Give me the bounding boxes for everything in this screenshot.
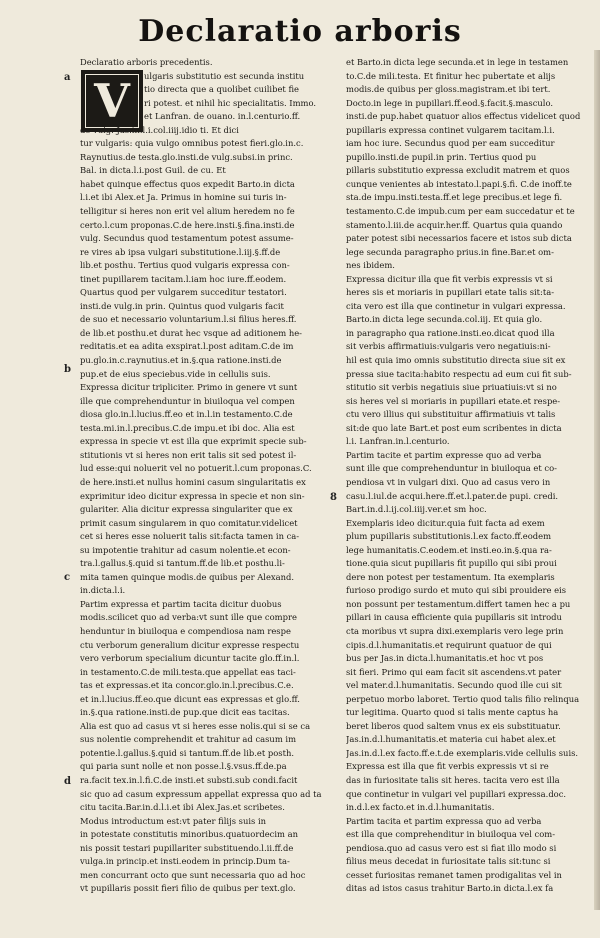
text-line: Jas.in.d.l.humanitatis.et materia cui habet alex.et <box>346 734 556 745</box>
text-line: cet si heres esse noluerit talis sit:facta tamen in ca- <box>80 531 300 542</box>
text-line: men concurrant octo que sunt necessaria quo ad hoc <box>80 869 306 880</box>
text-line: re vires ab ipsa vulgari substitutione.l.iij.§.ff.de <box>80 246 281 257</box>
text-line: Bal. in dicta.l.i.post Guil. de cu. Et <box>80 165 226 176</box>
text-line: pillari in causa efficiente quia pupillaris sit introdu <box>346 612 562 623</box>
text-line: Modus introductum est:vt pater filijs suis in <box>80 815 267 826</box>
text-line: iam hoc iure. Secundus quod per eam succeditur <box>346 138 555 149</box>
text-line: das in furiositate talis sit heres. tacita vero est illa <box>346 774 560 785</box>
text-line: sit:de quo late Bart.et post eum scribentes in dicta <box>346 422 562 433</box>
text-line: Expressa est illa que fit verbis expressis vt si re <box>346 761 549 772</box>
text-line: furioso prodigo surdo et muto qui sibi prouidere eis <box>346 585 567 596</box>
text-line: vulga.in princip.et insti.eodem in princip.Dum ta- <box>80 856 290 867</box>
text-line: pater potest sibi necessarios facere et istos sub dicta <box>346 233 572 244</box>
text-line: plum pupillaris substitutionis.l.ex facto.ff.eodem <box>346 531 552 542</box>
page-edge-shadow <box>594 50 600 910</box>
text-line: filius meus decedat in furiositate talis sit:tunc si <box>346 856 551 867</box>
text-line: de vulg. Jas.in.l.i.col.iiij.idio ti. Et dici <box>80 124 239 135</box>
text-line: to.C.de mili.testa. Et finitur hec pubertate et alijs <box>346 70 556 81</box>
text-line: in testamento.C.de mili.testa.que appellat eas taci- <box>80 666 296 677</box>
text-line: testa.mi.in.l.precibus.C.de impu.et ibi doc. Alia est <box>80 422 295 433</box>
text-line: l.i.et ibi Alex.et Ja. Primus in homine sui turis in- <box>80 192 287 203</box>
text-line: insti.de vulg.in prin. Quintus quod vulgaris facit <box>80 300 284 311</box>
text-line: sit verbis affirmatiuis:vulgaris vero negatiuis:ni- <box>346 341 551 352</box>
text-line: hil est quia imo omnis substitutio directa siue sit ex <box>346 355 566 366</box>
text-line: Partim expressa et partim tacita dicitur duobus <box>80 598 282 609</box>
text-line: insti.de pup.habet quatuor alios effectus videlicet quod <box>346 111 581 122</box>
text-line: sit fieri. Primo qui eam facit sit ascendens.vt pater <box>346 666 562 677</box>
text-line: de here.insti.et nullus homini casum singularitatis ex <box>80 476 306 487</box>
initial-letter: V <box>94 74 130 128</box>
text-line: Raynutius.de testa.glo.insti.de vulg.subsi.in princ. <box>80 151 293 162</box>
text-line: cunque venientes ab intestato.l.papi.§.fi. C.de inoff.te <box>346 178 572 189</box>
text-line: pupillaris expressa continet vulgarem tacitam.l.i. <box>346 124 555 135</box>
text-line: Expressa dicitur illa que fit verbis expressis vt si <box>346 273 553 284</box>
text-line: in paragrapho qua ratione.insti.eo.dicat quod illa <box>346 327 555 338</box>
margin-mark-8: 8 <box>330 492 337 503</box>
text-line: casu.l.iul.de acqui.here.ff.et.l.pater.de pupi. credi. <box>346 490 559 501</box>
page-header <box>0 14 600 49</box>
text-line: certo.l.cum proponas.C.de here.insti.§.fina.insti.de <box>80 219 295 230</box>
text-line: su impotentie trahitur ad casum nolentie.et econ- <box>80 544 291 555</box>
text-line: stamento.l.iii.de acquir.her.ff. Quartus quia quando <box>346 219 563 230</box>
text-line: Barto.in dicta lege secunda.col.iij. Et quia glo. <box>346 314 543 325</box>
text-line: tas et expressas.et ita concor.glo.in.l.precibus.C.e. <box>80 680 294 691</box>
text-line: et Barto.in dicta lege secunda.et in lege in testamen <box>346 57 569 67</box>
text-line: vel mater.d.l.humanitatis. Secundo quod ille cui sit <box>346 680 562 691</box>
text-line: et Lanfran. de ouano. in.l.centurio.ff. <box>144 111 301 122</box>
text-line: cta moribus vt supra dixi.exemplaris vero lege prin <box>346 625 564 636</box>
text-line: Quartus quod per vulgarem succeditur testatori. <box>80 287 287 298</box>
text-line: in.dicta.l.i. <box>80 585 126 596</box>
text-line: Exemplaris ideo dicitur.quia fuit facta ad exem <box>346 517 545 528</box>
text-line: tio directa que a quolibet cuilibet fie <box>144 84 299 95</box>
text-line: qui paria sunt nolle et non posse.l.§.vsus.ff.de.pa <box>80 761 287 772</box>
text-line: Docto.in lege in pupillari.ff.eod.§.facit.§.masculo. <box>346 97 554 108</box>
text-line: ille que comprehenduntur in biuiloqua vel compen <box>80 395 295 406</box>
text-line: tione.quia sicut pupillaris fit pupillo qui sibi proui <box>346 558 557 569</box>
text-line: tur legitima. Quarto quod si talis mente captus ha <box>346 707 559 718</box>
text-line: Partim tacita et partim expressa quo ad verba <box>346 815 542 826</box>
text-line: lud esse:qui noluerit vel no potuerit.l.cum proponas.C. <box>80 463 312 474</box>
text-line: vulg. Secundus quod testamentum potest assume- <box>80 233 294 244</box>
text-line: Jas.in.d.l.ex facto.ff.e.t.de exemplaris.vide cellulis suis. <box>346 747 579 758</box>
text-line: ctu verborum generalium dicitur expresse respectu <box>80 639 300 650</box>
text-line: stitutio sit verbis negatiuis siue priuatiuis:vt si no <box>346 382 557 393</box>
text-line: lib.et posthu. Tertius quod vulgaris expressa con- <box>80 260 290 271</box>
text-line: cipis.d.l.humanitatis.et requirunt quatuor de qui <box>346 639 552 650</box>
text-line: habet quinque effectus quos expedit Barto.in dicta <box>80 178 295 189</box>
text-line: primit casum singularem in quo comitatur.videlicet <box>80 517 298 528</box>
text-line: mita tamen quinque modis.de quibus per Alexand. <box>80 571 295 582</box>
text-line: telligitur si heres non erit vel alium heredem no fe <box>80 206 295 217</box>
text-line: Partim tacite et partim expresse quo ad verba <box>346 449 542 460</box>
text-line: tinet pupillarem tacitam.l.iam hoc iure.ff.eodem. <box>80 273 287 284</box>
text-line: ri potest. et nihil hic specialitatis. Immo. <box>144 97 317 108</box>
text-line: lege humanitatis.C.eodem.et insti.eo.in.§.qua ra- <box>346 544 552 555</box>
text-line: non possunt per testamentum.differt tamen hec a pu <box>346 598 571 609</box>
text-line: ctu vero illius qui substituitur affirmatiuis vt talis <box>346 409 556 420</box>
page-title: Declaratio arboris <box>138 14 462 49</box>
text-line: pup.et de eius speciebus.vide in cellulis suis. <box>80 368 271 379</box>
text-line: gulariter. Alia dicitur expressa singulariter que ex <box>80 504 293 515</box>
text-line: Expressa dicitur tripliciter. Primo in genere vt sunt <box>80 382 298 393</box>
right-text-column <box>346 56 590 896</box>
text-line: beret liberos quod saltem vnus ex eis substituatur. <box>346 720 561 731</box>
text-line: tra.l.gallus.§.quid si tantum.ff.de lib.et posthu.li- <box>80 558 285 569</box>
text-line: ra.facit tex.in.l.fi.C.de insti.et substi.sub condi.facit <box>80 774 298 785</box>
text-line: pu.glo.in.c.raynutius.et in.§.qua ratione.insti.de <box>80 355 282 366</box>
text-line: reditatis.et ea adita exspirat.l.post aditam.C.de im <box>80 341 294 352</box>
text-line: pendiosa.quo ad casus vero est si fiat illo modo si <box>346 842 557 853</box>
text-line: que continetur in vulgari vel pupillari expressa.doc. <box>346 788 567 799</box>
text-line: in.d.l.ex facto.et in.d.l.humanitatis. <box>346 802 495 813</box>
text-line: sic quo ad casum expressum appellat expressa quo ad ta <box>80 788 322 799</box>
text-line: ditas ad istos casus trahitur Barto.in dicta.l.ex fa <box>346 883 554 894</box>
text-line: l.i. Lanfran.in.l.centurio. <box>346 436 450 447</box>
text-line: Alia est quo ad casus vt si heres esse nolis.qui si se ca <box>80 720 311 731</box>
text-line: et in.l.lucius.ff.eo.que dicunt eas expressas et glo.ff. <box>80 693 300 704</box>
text-line: testamento.C.de impub.cum per eam succedatur et te <box>346 206 575 217</box>
text-line: heres sis et moriaris in pupillari etate talis sit:ta- <box>346 287 555 298</box>
text-line: stitutionis vt si heres non erit talis sit sed potest il- <box>80 449 297 460</box>
text-line: vero verborum specialium dicuntur tacite glo.ff.in.l. <box>80 653 300 664</box>
text-line: bus per Jas.in dicta.l.humanitatis.et hoc vt pos <box>346 653 544 664</box>
text-line: diosa glo.in.l.lucius.ff.eo et in.l.in testamento.C.de <box>80 409 293 420</box>
text-line: cita vero est illa que continetur in vulgari expressa. <box>346 300 566 311</box>
text-line: sunt ille que comprehenduntur in biuiloqua et co- <box>346 463 557 474</box>
text-line: pressa siue tacita:habito respectu ad eum cui fit sub- <box>346 368 572 379</box>
text-line: cesset furiositas remanet tamen prodigalitas vel in <box>346 869 562 880</box>
text-line: nes ibidem. <box>346 260 395 271</box>
text-line: sis heres vel si moriaris in pupillari etate.et respe- <box>346 395 561 406</box>
text-line: ulgaris substitutio est secunda institu <box>144 70 305 81</box>
text-line: citu tacita.Bar.in.d.l.i.et ibi Alex.Jas.et scribetes. <box>80 802 285 813</box>
text-line: pillaris substitutio expressa excludit matrem et quos <box>346 165 570 176</box>
text-line: pendiosa vt in vulgari dixi. Quo ad casus vero in <box>346 476 551 487</box>
margin-mark-a: a <box>64 72 71 83</box>
text-line: de suo et necessario voluntarium.l.si filius heres.ff. <box>80 314 297 325</box>
text-line: sta.de impu.insti.testa.ff.et lege precibus.et lege fi. <box>346 192 563 203</box>
text-line: in potestate constitutis minoribus.quatuordecim an <box>80 829 299 840</box>
margin-mark-c: c <box>64 572 71 583</box>
left-text-column <box>80 56 342 896</box>
text-line: exprimitur ideo dicitur expressa in specie et non sin- <box>80 490 305 501</box>
text-line: modis.de quibus per gloss.magistram.et ibi tert. <box>346 84 551 95</box>
text-line: perpetuo morbo laboret. Tertio quod talis filio relinqua <box>346 693 580 704</box>
text-line: expressa in specie vt est illa que exprimit specie sub- <box>80 436 307 447</box>
text-line: pupillo.insti.de pupil.in prin. Tertius quod pu <box>346 151 537 162</box>
text-line: sus nolentie comprehendit et trahitur ad casum im <box>80 734 297 745</box>
text-line: vt pupillaris possit fieri filio de quibus per text.glo. <box>80 883 296 894</box>
text-line: nis possit testari pupillariter substituendo.l.ii.ff.de <box>80 842 294 853</box>
text-line: potentie.l.gallus.§.quid si tantum.ff.de lib.et posth. <box>80 747 295 758</box>
text-line: de lib.et posthu.et durat hec vsque ad aditionem he- <box>80 327 302 338</box>
text-line: tur vulgaris: quia vulgo omnibus potest fieri.glo.in.c. <box>80 138 304 149</box>
text-line: lege secunda paragrapho prius.in fine.Bar.et om- <box>346 246 554 257</box>
text-line: est illa que comprehenditur in biuiloqua vel com- <box>346 829 556 840</box>
text-line: dere non potest per testamentum. Ita exemplaris <box>346 571 555 582</box>
text-line: henduntur in biuiloqua e compendiosa nam respe <box>80 625 291 636</box>
margin-mark-d: d <box>64 776 71 787</box>
text-line: in.§.qua ratione.insti.de pup.que dicit eas tacitas. <box>80 707 290 718</box>
text-line: Declaratio arboris precedentis. <box>80 57 213 67</box>
text-line: modis.scilicet quo ad verba:vt sunt ille que compre <box>80 612 297 623</box>
text-line: Bart.in.d.l.ij.col.iiij.ver.et sm hoc. <box>346 504 487 515</box>
margin-mark-b: b <box>64 364 71 375</box>
